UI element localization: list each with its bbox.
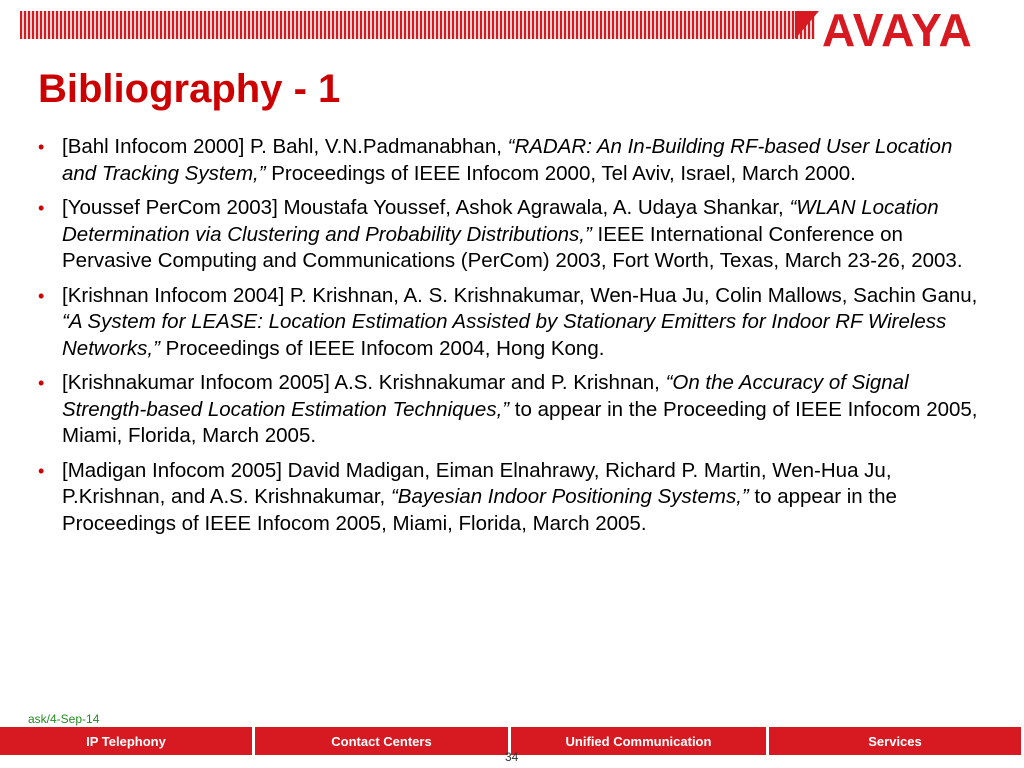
ref-tag: [Bahl Infocom 2000] P. Bahl, V.N.Padmanabhan, [62, 135, 508, 158]
list-item [38, 283, 978, 363]
list-item [38, 195, 978, 275]
list-item [38, 134, 978, 187]
ref-title: “Bayesian Indoor Positioning Systems,” [390, 485, 749, 508]
ref-tag: [Youssef PerCom 2003] Moustafa Youssef, Ashok Agrawala, A. Udaya Shankar, [62, 196, 790, 219]
ref-title: “A System for LEASE: Location Estimation Assisted by Stationary Emitters for Indoor RF Wireless Networks,” [62, 310, 947, 360]
bullet-icon: • [38, 137, 45, 157]
logo-text: AVAYA [822, 4, 973, 54]
ref-details: to appear in the Proceedings of IEEE Infocom 2005, Miami, Florida, March 2005. [62, 485, 897, 535]
bullet-icon: • [38, 198, 45, 218]
ref-tag: [Krishnan Infocom 2004] P. Krishnan, A. S. Krishnakumar, Wen-Hua Ju, Colin Mallows, Sachin Ganu, [62, 283, 978, 307]
avaya-logo [820, 2, 995, 54]
ref-details: IEEE International Conference on Pervasive Computing and Communications (PerCom) 2003, Fort Worth, Texas, March 23-26, 2003. [62, 222, 963, 272]
ref-title: “WLAN Location Determination via Clustering and Probability Distributions,” [62, 196, 939, 246]
bullet-icon: • [38, 373, 45, 393]
list-item [38, 458, 978, 538]
bullet-icon: • [38, 460, 45, 481]
bullet-icon: • [38, 285, 45, 306]
footer-tab-unified-communication[interactable]: Unified Communication [511, 727, 766, 755]
page-number: 34 [505, 750, 519, 764]
ref-details: to appear in the Proceeding of IEEE Infocom 2005, Miami, Florida, March 2005. [62, 397, 978, 447]
footer-tab-services[interactable]: Services [769, 727, 1021, 755]
list-item [38, 370, 978, 450]
ref-details: Proceedings of IEEE Infocom 2000, Tel Aviv, Israel, March 2000. [265, 161, 856, 185]
ref-tag: [Madigan Infocom 2005] David Madigan, Eiman Elnahrawy, Richard P. Martin, Wen-Hua Ju, P.Krishnan, and A.S. Krishnakumar, [62, 458, 892, 508]
ref-details: Proceedings of IEEE Infocom 2004, Hong Kong. [159, 336, 605, 360]
ref-title: “On the Accuracy of Signal Strength-based Location Estimation Techniques,” [62, 371, 909, 421]
bibliography-list [38, 134, 978, 545]
footer-tab-ip-telephony[interactable]: IP Telephony [0, 727, 252, 755]
footer-date: ask/4-Sep-14 [28, 712, 100, 726]
footer-tab-contact-centers[interactable]: Contact Centers [255, 727, 508, 755]
ref-title: “RADAR: An In-Building RF-based User Location and Tracking System,” [62, 135, 953, 185]
page-title: Bibliography - 1 [38, 67, 341, 111]
ref-tag: [Krishnakumar Infocom 2005] A.S. Krishnakumar and P. Krishnan, [62, 371, 666, 394]
header-stripe [20, 11, 815, 39]
